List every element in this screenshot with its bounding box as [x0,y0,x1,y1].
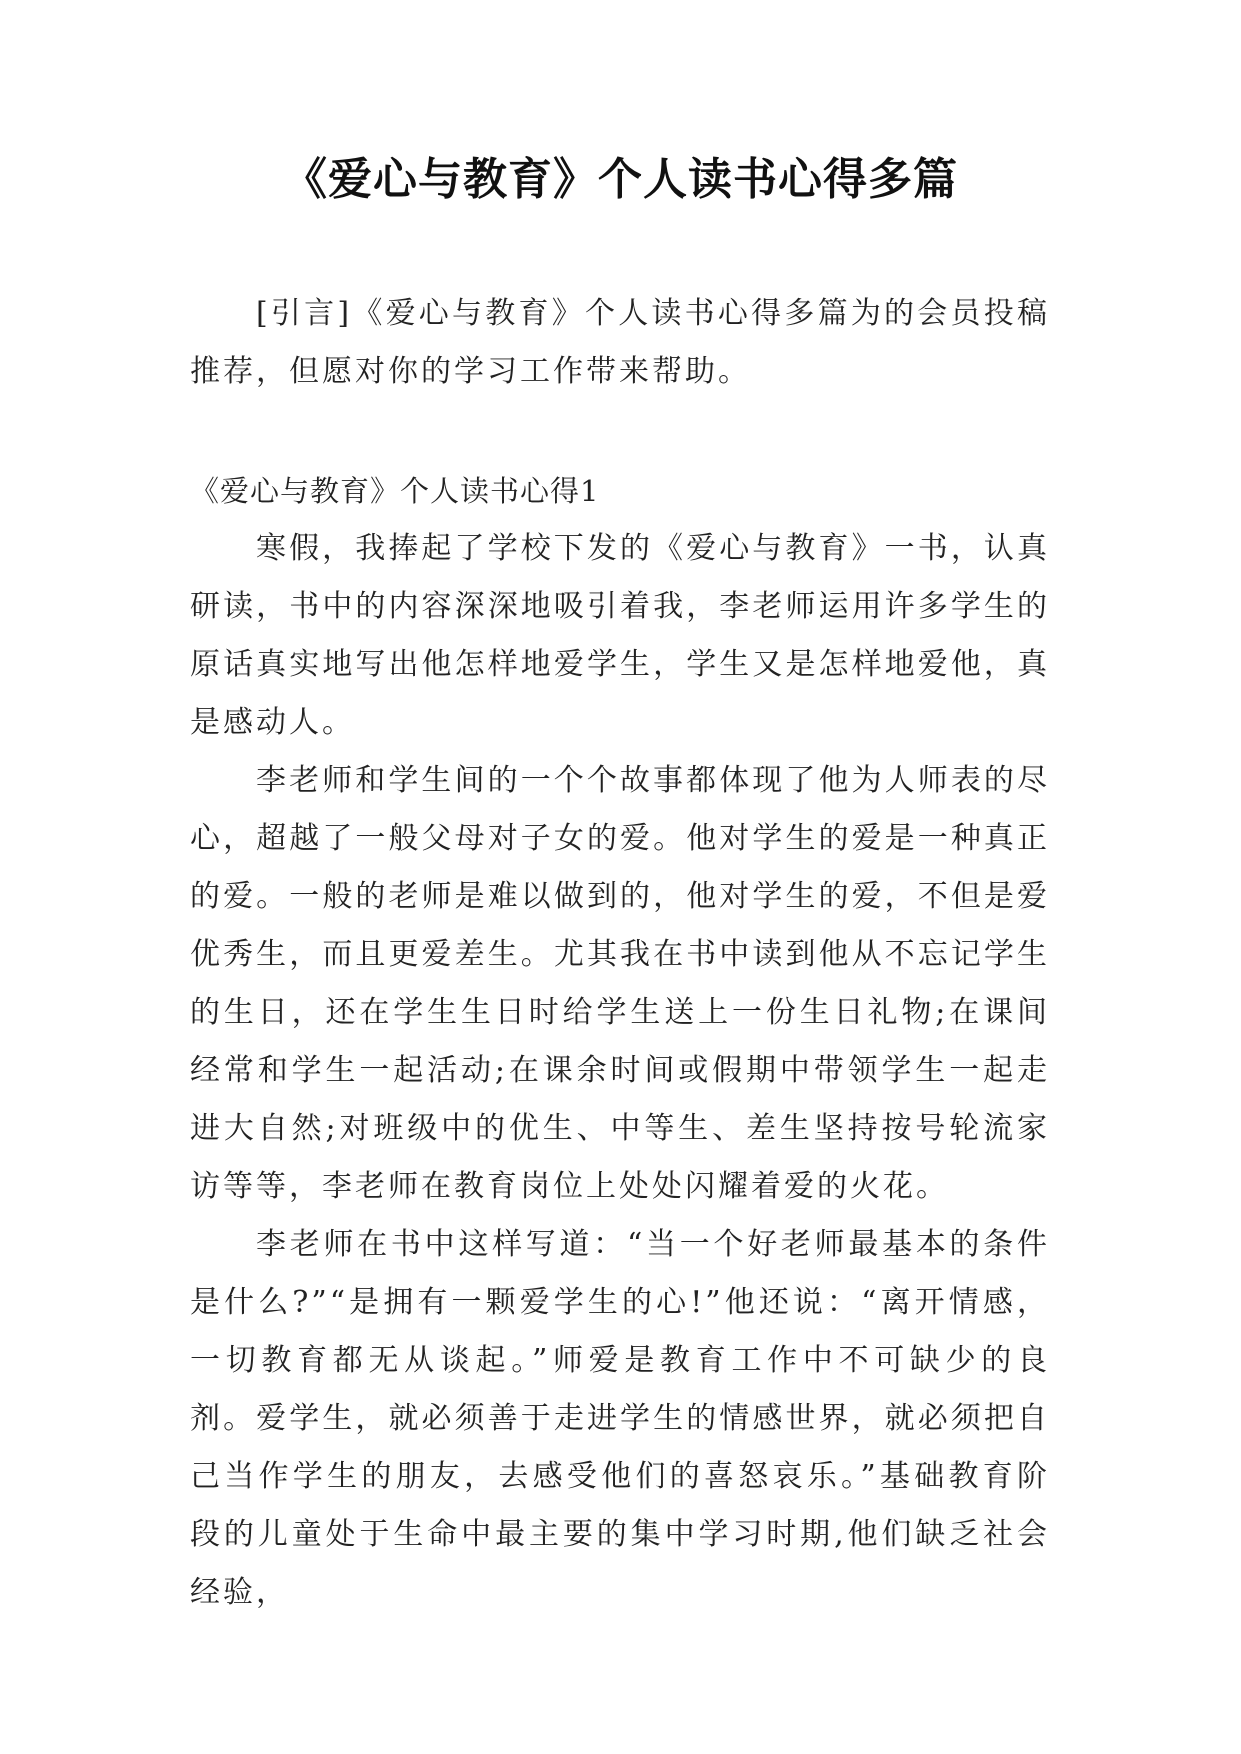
body-content [190,520,1050,1622]
body-paragraph: 李老师在书中这样写道：“当一个好老师最基本的条件是什么?”“是拥有一颗爱学生的心!”他还说：“离开情感，一切教育都无从谈起。”师爱是教育工作中不可缺少的良剂。爱学生，就必须善于走进学生的情感世界，就必须把自己当作学生的朋友，去感受他们的喜怒哀乐。”基础教育阶段的儿童处于生命中最主要的集中学习时期,他们缺乏社会经验， [190,1227,1050,1610]
body-paragraph: 李老师和学生间的一个个故事都体现了他为人师表的尽心，超越了一般父母对子女的爱。他对学生的爱是一种真正的爱。一般的老师是难以做到的，他对学生的爱，不但是爱优秀生，而且更爱差生。尤其我在书中读到他从不忘记学生的生日，还在学生生日时给学生送上一份生日礼物;在课间经常和学生一起活动;在课余时间或假期中带领学生一起走进大自然;对班级中的优生、中等生、差生坚持按号轮流家访等等，李老师在教育岗位上处处闪耀着爱的火花。 [190,763,1050,1204]
section-heading: 《爱心与教育》个人读书心得1 [190,474,600,508]
body-paragraph: 寒假，我捧起了学校下发的《爱心与教育》一书，认真研读，书中的内容深深地吸引着我，李老师运用许多学生的原话真实地写出他怎样地爱学生，学生又是怎样地爱他，真是感动人。 [190,531,1050,740]
document-title: 《爱心与教育》个人读书心得多篇 [283,154,958,205]
intro-text: [引言]《爱心与教育》个人读书心得多篇为的会员投稿推荐，但愿对你的学习工作带来帮助。 [190,296,1050,389]
intro-paragraph [190,285,1050,401]
